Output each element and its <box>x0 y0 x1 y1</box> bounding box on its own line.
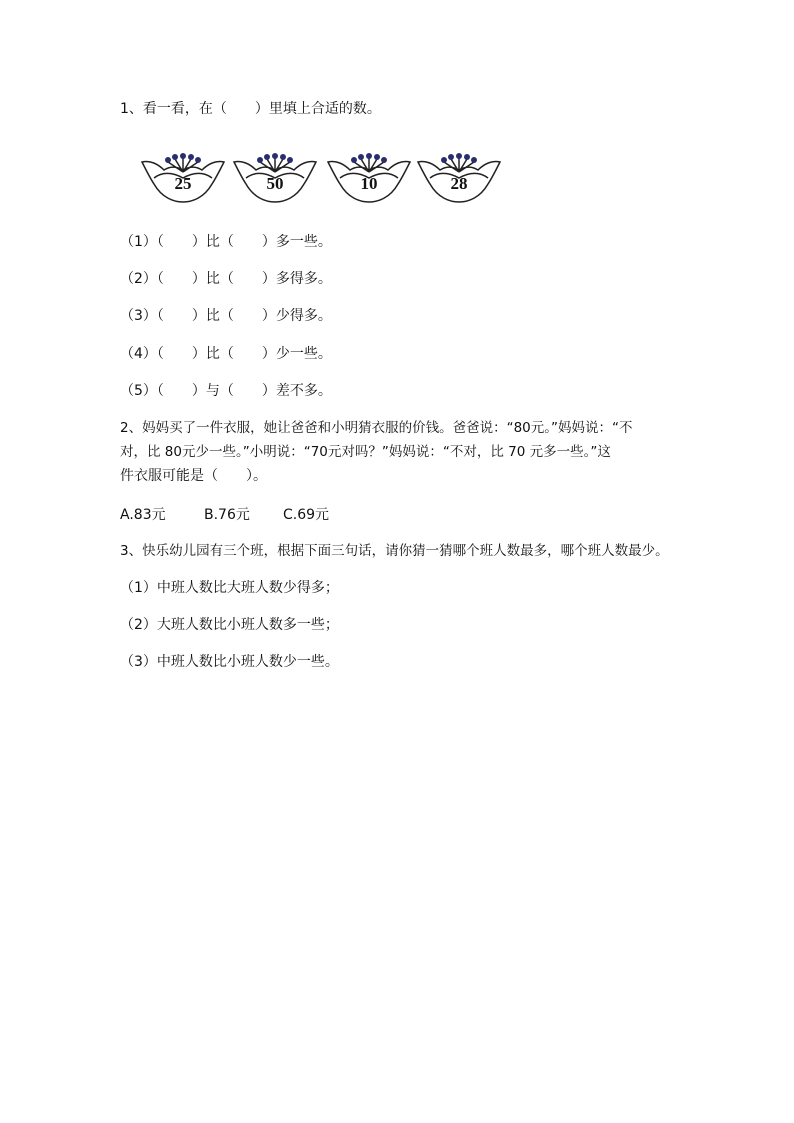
flower-card <box>326 148 412 204</box>
flower-number-cards <box>140 148 510 204</box>
question-1-item: （2）（ ）比（ ）多得多。 <box>120 271 332 287</box>
question-1-item: （4）（ ）比（ ）少一些。 <box>120 346 332 362</box>
flower-card <box>140 148 226 204</box>
question-3-item: （1）中班人数比大班人数少得多； <box>120 580 339 596</box>
flower-card <box>232 148 318 204</box>
question-1-title: 1、看一看，在（ ）里填上合适的数。 <box>120 101 381 117</box>
question-1-item: （1）（ ）比（ ）多一些。 <box>120 234 332 250</box>
flower-number: 50 <box>266 174 284 193</box>
question-2-text-line: 对，比 80元少一些。”小明说：“70元对吗？”妈妈说：“不对，比 70 元多一些。”这 <box>120 444 611 460</box>
question-1-item: （5）（ ）与（ ）差不多。 <box>120 383 332 399</box>
flower-number: 25 <box>174 174 192 193</box>
question-2-text-line: 件衣服可能是（ ）。 <box>120 468 267 484</box>
flower-number: 28 <box>450 174 468 193</box>
question-2-text-line: 2、妈妈买了一件衣服，她让爸爸和小明猜衣服的价钱。爸爸说：“80元。”妈妈说：“不 <box>120 420 633 436</box>
flower-number: 10 <box>360 174 378 193</box>
question-3-item: （2）大班人数比小班人数多一些； <box>120 617 339 633</box>
option-b: B.76元 <box>204 507 250 523</box>
option-a: A.83元 <box>120 507 166 523</box>
option-c: C.69元 <box>283 507 330 523</box>
question-1-item: （3）（ ）比（ ）少得多。 <box>120 308 332 324</box>
question-3-title: 3、快乐幼儿园有三个班，根据下面三句话，请你猜一猜哪个班人数最多，哪个班人数最少。 <box>120 543 669 559</box>
flower-card <box>416 148 502 204</box>
question-3-item: （3）中班人数比小班人数少一些。 <box>120 654 339 670</box>
